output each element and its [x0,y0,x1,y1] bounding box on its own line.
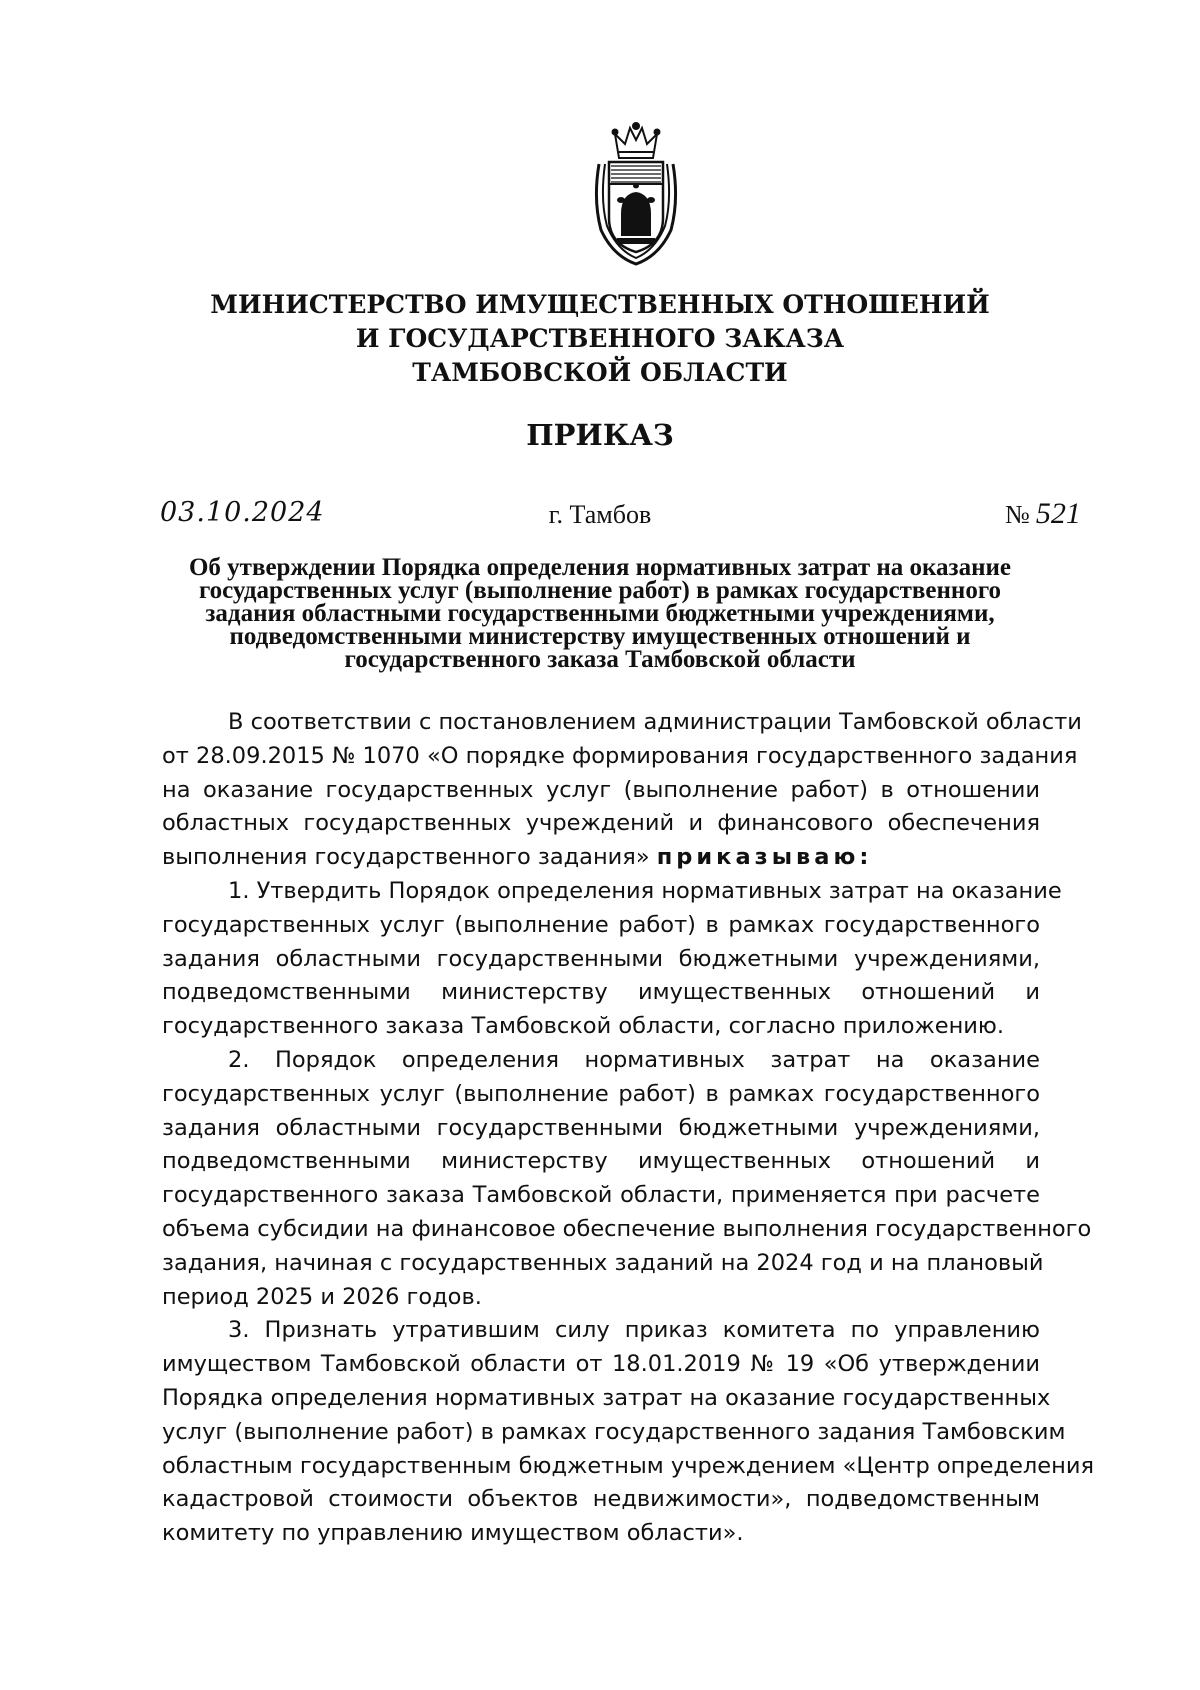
ministry-line: ТАМБОВСКОЙ ОБЛАСТИ [412,358,788,387]
number-value: 521 [1035,497,1081,530]
item-line: государственных услуг (выполнение работ) в рамках государственного [162,1080,1040,1107]
item-line: 3. Признать утратившим силу приказ комитета по управлению [228,1317,1040,1344]
order-subject [150,556,1050,671]
item-line: подведомственными министерству имущественных отношений и [162,1148,1040,1175]
item-line: государственных услуг (выполнение работ) в рамках государственного [162,911,1040,938]
item-line: комитету по управлению имуществом области». [162,1520,744,1547]
item-line: подведомственными министерству имущественных отношений и [162,979,1040,1006]
order-city: г. Тамбов [548,500,652,529]
number-sign: № [1005,500,1030,529]
command-word: приказываю: [656,844,873,871]
item-line: кадастровой стоимости объектов недвижимости», подведомственным [162,1486,1040,1513]
coat-of-arms-emblem [585,120,687,268]
subject-line: задания областными государственными бюджетными учреждениями, [205,600,995,627]
ministry-line: И ГОСУДАРСТВЕННОГО ЗАКАЗА [355,324,845,353]
preamble-line: на оказание государственных услуг (выполнение работ) в отношении [162,776,1040,803]
item-line: задания областными государственными бюджетными учреждениями, [162,1114,1040,1141]
order-body [162,706,1095,1551]
item-line: государственного заказа Тамбовской области, согласно приложению. [162,1013,1004,1040]
item-line: услуг (выполнение работ) в рамках государственного задания Тамбовским [162,1418,1066,1445]
order-date: 03.10.2024 [160,497,325,528]
subject-line: государственного заказа Тамбовской области [344,646,856,673]
document-type-title: ПРИКАЗ [526,418,674,452]
item-line: период 2025 и 2026 годов. [162,1283,482,1310]
subject-line: подведомственными министерству имущественных отношений и [229,623,971,650]
preamble-line: областных государственных учреждений и финансового обеспечения [162,810,1040,837]
item-line: государственного заказа Тамбовской области, применяется при расчете [162,1182,1040,1209]
item-line: имуществом Тамбовской области от 18.01.2019 № 19 «Об утверждении [162,1351,1040,1378]
preamble-last-text: выполнения государственного задания» [162,844,650,871]
item-line: 2. Порядок определения нормативных затрат на оказание [228,1046,1040,1073]
item-line: Порядка определения нормативных затрат на оказание государственных [162,1384,1051,1411]
ministry-name [150,288,1050,390]
item-line: задания областными государственными бюджетными учреждениями, [162,945,1040,972]
preamble-line: В соответствии с постановлением администрации Тамбовской области [228,709,1082,735]
subject-line: государственных услуг (выполнение работ) в рамках государственного [198,577,1002,604]
item-line: 1. Утвердить Порядок определения нормативных затрат на оказание [228,877,1062,904]
item-line: задания, начиная с государственных заданий на 2024 год и на плановый [162,1249,1044,1276]
item-line: областным государственным бюджетным учреждением «Центр определения [162,1452,1095,1479]
preamble-line [162,841,1040,875]
subject-line: Об утверждении Порядка определения нормативных затрат на оказание [188,554,1012,581]
ministry-line: МИНИСТЕРСТВО ИМУЩЕСТВЕННЫХ ОТНОШЕНИЙ [210,290,990,319]
item-line: объема субсидии на финансовое обеспечение выполнения государственного [162,1215,1092,1242]
preamble-line: от 28.09.2015 № 1070 «О порядке формирования государственного задания [162,742,1078,769]
order-number [1005,497,1081,531]
